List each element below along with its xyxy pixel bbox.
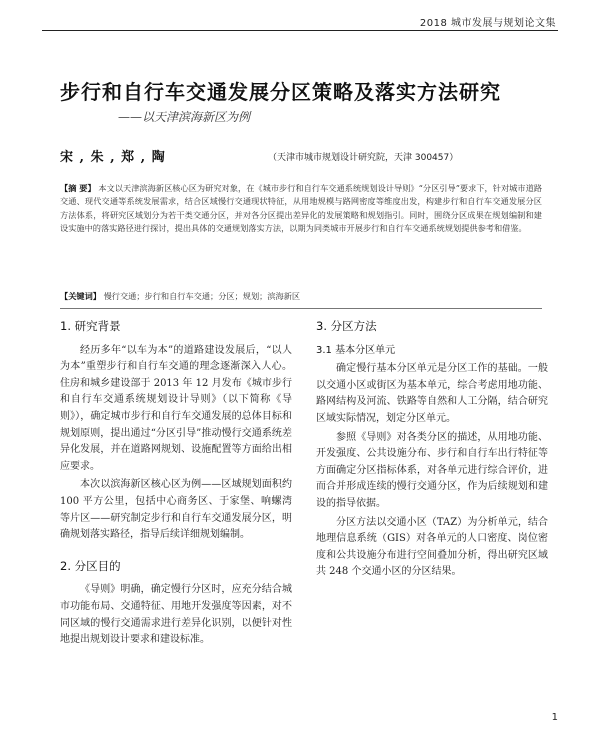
- section-heading-background: 1. 研究背景: [60, 319, 121, 333]
- paper-title: 步行和自行车交通发展分区策略及落实方法研究: [60, 80, 501, 104]
- section-3-paragraph-3: 分区方法以交通小区（TAZ）为分析单元，结合地理信息系统（GIS）对各单元的人口密度、岗位密度和公共设施分布进行空间叠加分析，得出研究区域共 248 个交通小区的分区结果。: [316, 516, 548, 578]
- subsection-heading-basic-unit: 3.1 基本分区单元: [316, 344, 396, 356]
- right-column: [316, 318, 548, 583]
- keywords-label: 【关键词】: [60, 291, 101, 301]
- section-3-paragraph-2: 参照《导则》对各类分区的描述，从用地功能、开发强度、公共设施分布、步行和自行车出行特征等方面确定分区指标体系，对各单元进行综合评价，进而合并形成连续的慢行交通分区，作为后续规划和建设的指导依据。: [316, 431, 548, 509]
- abstract-block: [60, 182, 542, 236]
- section-1-paragraph-2: 本次以滨海新区核心区为例——区域规划面积约 100 平方公里，包括中心商务区、于家堡、响螺湾等片区——研究制定步行和自行车交通发展分区，明确规划落实路径，指导后续详细规划编制。: [60, 479, 292, 541]
- keywords-text: 慢行交通；步行和自行车交通；分区；规划；滨海新区: [103, 291, 301, 301]
- page-number: 1: [551, 712, 558, 723]
- keywords-block: [60, 290, 542, 303]
- section-2-paragraph-1: 《导则》明确，确定慢行分区时，应充分结合城市功能布局、交通特征、用地开发强度等因素，对不同区域的慢行交通需求进行差异化识别，以便针对性地提出规划设计要求和建设标准。: [60, 584, 292, 646]
- abstract-text: 本文以天津滨海新区核心区为研究对象，在《城市步行和自行车交通系统规划设计导则》“分区引导”要求下，针对城市道路交通、现代交通等系统发展需求，结合区域慢行交通现状特征，从用地规模与路网密度等维度出发，构建步行和自行车交通发展分区方法体系，将研究区域划分为若干类交通分区，并对各分区提出差异化的发展策略和规划指引。同时，围绕分区成果在规划编制和建设实施中的落实路径进行探讨，提出具体的交通规划落实方法，以期为同类城市开展步行和自行车交通系统规划提供参考和借鉴。: [60, 183, 543, 234]
- paper-subtitle: ——以天津滨海新区为例: [118, 110, 251, 124]
- section-heading-purpose: 2. 分区目的: [60, 558, 121, 573]
- header-rule: [42, 30, 558, 31]
- abstract-label: 【摘 要】: [60, 183, 96, 193]
- author-list: 宋 , 朱 , 郑 , 陶: [60, 150, 166, 165]
- journal-header: 2018 城市发展与规划论文集: [419, 18, 556, 29]
- section-heading-method: 3. 分区方法: [316, 319, 377, 333]
- section-1-paragraph-1: 经历多年“以车为本”的道路建设发展后，“以人为本”重塑步行和自行车交通的理念逐渐深入人心。住房和城乡建设部于 2013 年 12 月发布《城市步行和自行车交通系统规划设计导则》（以下简称《导则》），确定城市步行和自行车交通发展的总体目标和规划原则，提出通过“分区引导”推动慢行交通系统差异化发展，并在道路网规划、设施配置等方面给出相应要求。: [60, 344, 292, 472]
- left-column: [60, 318, 292, 651]
- abstract-divider: [60, 308, 542, 309]
- author-affiliation: （天津市城市规划设计研究院，天津 300457）: [268, 153, 459, 163]
- section-3-paragraph-1: 确定慢行基本分区单元是分区工作的基础。一般以交通小区或街区为基本单元，综合考虑用地功能、路网结构及河流、铁路等自然和人工分隔，结合研究区域实际情况，划定分区单元。: [316, 363, 548, 424]
